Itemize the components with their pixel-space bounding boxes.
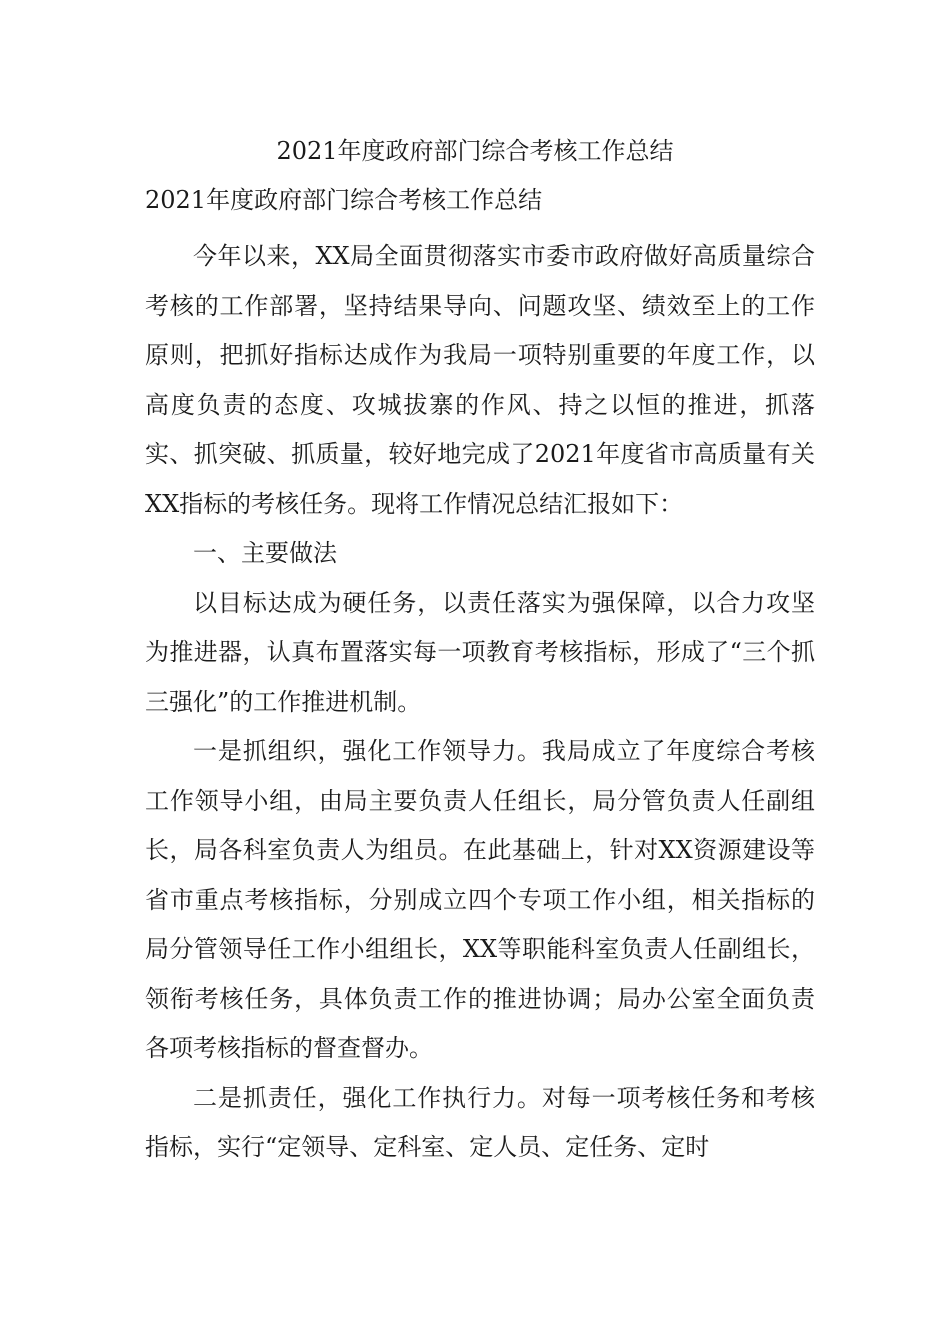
document-title: 2021年度政府部门综合考核工作总结: [276, 137, 674, 165]
section-heading-main-practices: 一、主要做法: [193, 539, 337, 567]
paragraph-organization: 一是抓组织，强化工作领导力。我局成立了年度综合考核工作领导小组，由局主要负责人任组长，局分管负责人任副组长，局各科室负责人为组员。在此基础上，针对XX资源建设等省市重点考核指标，分别成立四个专项工作小组，相关指标的局分管领导任工作小组组长，XX等职能科室负责人任副组长，领衔考核任务，具体负责工作的推进协调；局办公室全面负责各项考核指标的督查督办。: [145, 737, 815, 1062]
document-body: [145, 232, 815, 1173]
paragraph-intro: 今年以来，XX局全面贯彻落实市委市政府做好高质量综合考核的工作部署，坚持结果导向、问题攻坚、绩效至上的工作原则，把抓好指标达成作为我局一项特别重要的年度工作，以高度负责的态度、攻城拔寨的作风、持之以恒的推进，抓落实、抓突破、抓质量，较好地完成了2021年度省市高质量有关XX指标的考核任务。现将工作情况总结汇报如下：: [145, 242, 815, 518]
paragraph-summary-mechanism: 以目标达成为硬任务，以责任落实为强保障，以合力攻坚为推进器，认真布置落实每一项教育考核指标，形成了“三个抓三强化”的工作推进机制。: [145, 588, 815, 716]
paragraph-responsibility: 二是抓责任，强化工作执行力。对每一项考核任务和考核指标，实行“定领导、定科室、定人员、定任务、定时: [145, 1083, 815, 1161]
document-subtitle: 2021年度政府部门综合考核工作总结: [145, 186, 543, 214]
